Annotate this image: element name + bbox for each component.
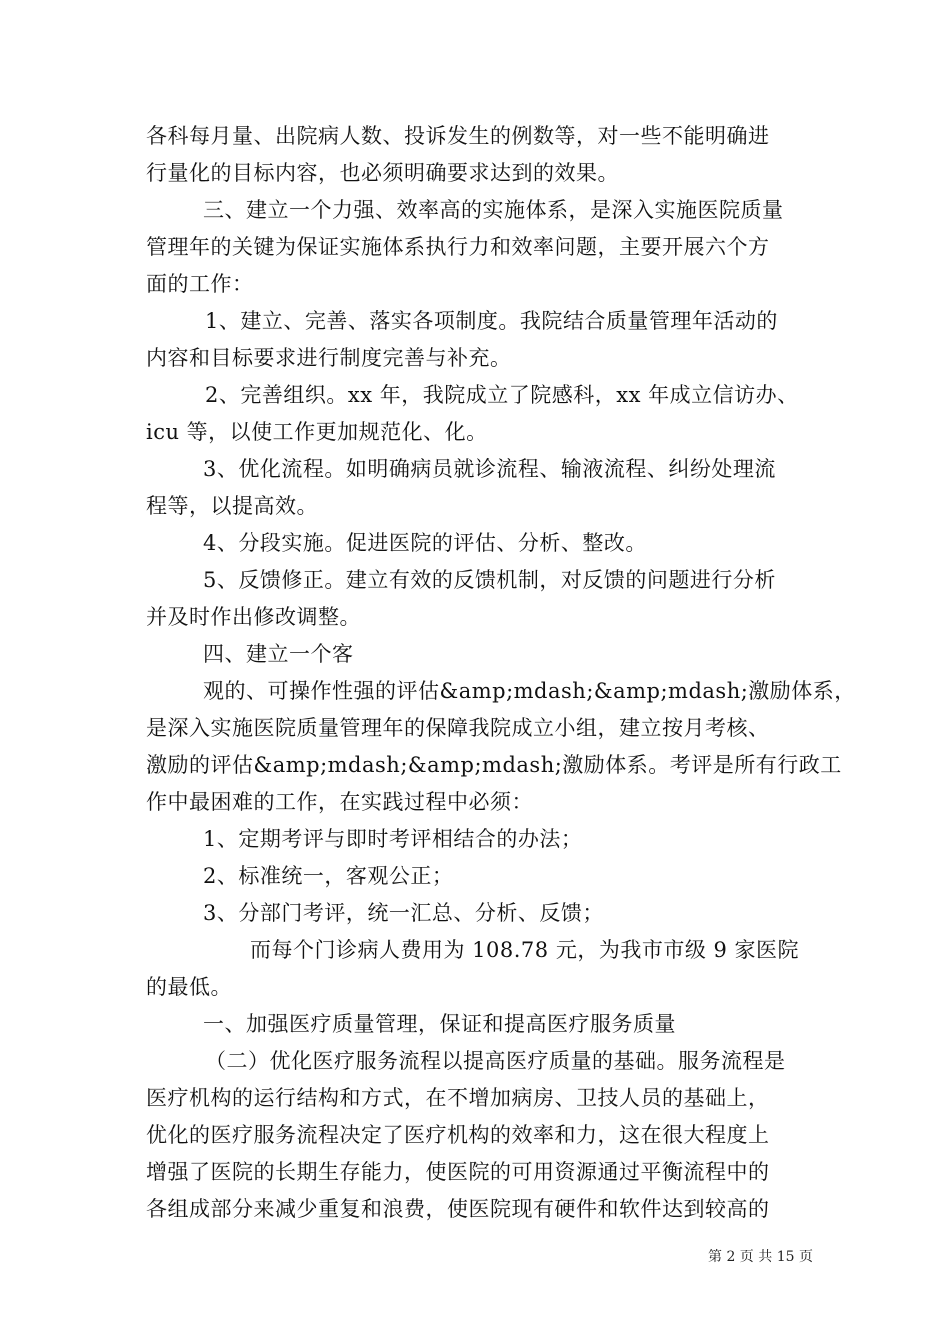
text-line: 2、标准统一，客观公正；: [203, 864, 454, 888]
page-number-footer: 第 2 页 共 15 页: [708, 1249, 813, 1265]
text-line: 三、建立一个力强、效率高的实施体系，是深入实施医院质量: [203, 198, 784, 222]
text-line: 各科每月量、出院病人数、投诉发生的例数等，对一些不能明确进: [146, 124, 770, 148]
text-line: 一、加强医疗质量管理，保证和提高医疗服务质量: [203, 1012, 676, 1036]
text-line: 观的、可操作性强的评估&amp;mdash;&amp;mdash;激励体系，: [203, 679, 856, 703]
text-line: icu 等，以使工作更加规范化、化。: [146, 420, 488, 444]
text-line: 的最低。: [146, 975, 232, 999]
text-line: 并及时作出修改调整。: [146, 605, 361, 629]
text-line: 3、优化流程。如明确病员就诊流程、输液流程、纠纷处理流: [203, 457, 776, 481]
text-line: 四、建立一个客: [203, 642, 354, 666]
text-line: 各组成部分来减少重复和浪费，使医院现有硬件和软件达到较高的: [146, 1197, 770, 1221]
text-line: 1、建立、完善、落实各项制度。我院结合质量管理年活动的: [205, 309, 778, 333]
text-line: 优化的医疗服务流程决定了医疗机构的效率和力，这在很大程度上: [146, 1123, 770, 1147]
text-line: 2、完善组织。xx 年，我院成立了院感科，xx 年成立信访办、: [205, 383, 799, 407]
text-line: 管理年的关键为保证实施体系执行力和效率问题，主要开展六个方: [146, 235, 770, 259]
text-line: 程等，以提高效。: [146, 494, 318, 518]
text-line: 面的工作：: [146, 272, 254, 296]
text-line: （二）优化医疗服务流程以提高医疗质量的基础。服务流程是: [205, 1049, 786, 1073]
text-line: 内容和目标要求进行制度完善与补充。: [146, 346, 512, 370]
text-line: 4、分段实施。促进医院的评估、分析、整改。: [203, 531, 647, 555]
text-line: 5、反馈修正。建立有效的反馈机制，对反馈的问题进行分析: [203, 568, 776, 592]
text-line: 1、定期考评与即时考评相结合的办法；: [203, 827, 583, 851]
text-line: 3、分部门考评，统一汇总、分析、反馈；: [203, 901, 604, 925]
text-line: 激励的评估&amp;mdash;&amp;mdash;激励体系。考评是所有行政工: [146, 753, 842, 777]
text-line: 医疗机构的运行结构和方式，在不增加病房、卫技人员的基础上，: [146, 1086, 770, 1110]
text-line: 而每个门诊病人费用为 108.78 元，为我市市级 9 家医院: [250, 938, 800, 962]
text-line: 增强了医院的长期生存能力，使医院的可用资源通过平衡流程中的: [146, 1160, 770, 1184]
text-line: 是深入实施医院质量管理年的保障我院成立小组，建立按月考核、: [146, 716, 770, 740]
text-line: 行量化的目标内容，也必须明确要求达到的效果。: [146, 161, 619, 185]
text-line: 作中最困难的工作，在实践过程中必须：: [146, 790, 533, 814]
